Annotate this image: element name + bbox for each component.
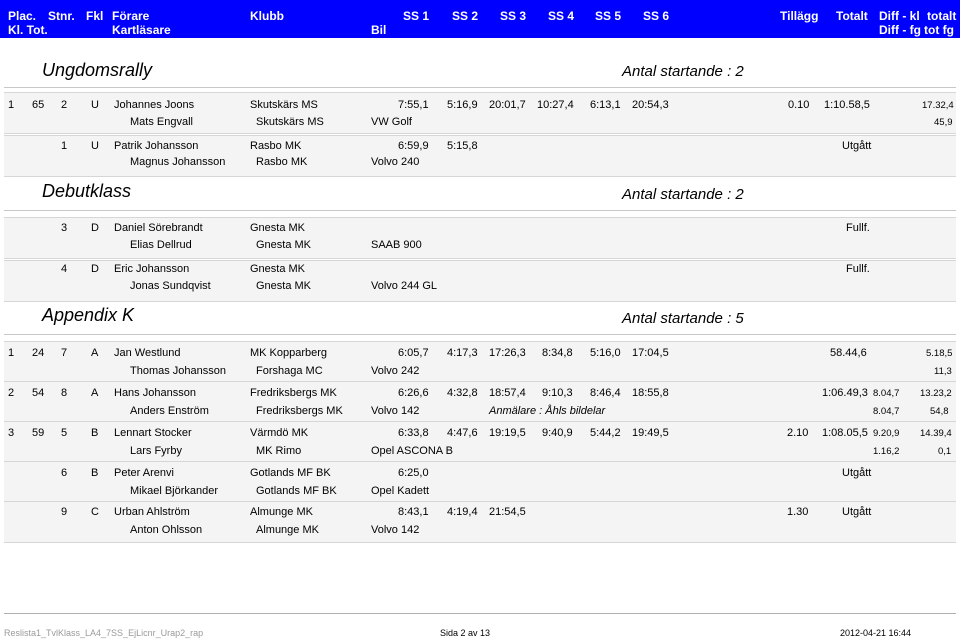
section-count-ungdom: Antal startande : 2 — [622, 63, 744, 80]
col-ss5: SS 5 — [595, 9, 622, 23]
entrant-note: Anmälare : Åhls bildelar — [489, 405, 606, 417]
ss2-cell: 5:15,8 — [447, 140, 478, 152]
car-cell: Volvo 240 — [371, 156, 420, 168]
section-title-ungdom: Ungdomsrally — [42, 60, 153, 80]
col-ss2: SS 2 — [452, 9, 479, 23]
col-totalt2: totalt — [927, 9, 957, 23]
fkl-cell: A — [91, 347, 99, 359]
car-cell: Volvo 242 — [371, 365, 420, 377]
car-cell: Volvo 142 — [371, 524, 420, 536]
kl-cell: 2 — [8, 387, 15, 399]
club-cell: Almunge MK — [250, 506, 313, 518]
section-title-appendix: Appendix K — [42, 305, 135, 325]
kl-cell: 1 — [8, 347, 15, 359]
car-cell: SAAB 900 — [371, 239, 422, 251]
club-cell: Gnesta MK — [250, 263, 306, 275]
driver-cell: Patrik Johansson — [114, 140, 199, 152]
col-ss3: SS 3 — [500, 9, 527, 23]
codriver-cell: Jonas Sundqvist — [130, 280, 211, 292]
stnr-cell: 8 — [61, 387, 68, 399]
plac-cell: 65 — [32, 99, 45, 111]
ss1-cell: 8:43,1 — [398, 506, 429, 518]
diff-kl-cell: 8.04,7 — [873, 388, 900, 399]
diff-fg-cell: 1.16,2 — [873, 446, 900, 457]
fkl-cell: D — [91, 263, 99, 275]
ss6-cell: 19:49,5 — [632, 427, 669, 439]
codriver-club-cell: MK Rimo — [256, 445, 302, 457]
totalt-cell: Utgått — [842, 467, 872, 479]
ss5-cell: 8:46,4 — [590, 387, 621, 399]
car-cell: Volvo 142 — [371, 405, 420, 417]
driver-cell: Daniel Sörebrandt — [114, 222, 203, 234]
section-divider — [4, 87, 956, 88]
ss3-cell: 21:54,5 — [489, 506, 526, 518]
codriver-cell: Elias Dellrud — [130, 239, 192, 251]
car-cell: Volvo 244 GL — [371, 280, 438, 292]
codriver-club-cell: Gnesta MK — [256, 239, 312, 251]
totalt-cell: Utgått — [842, 506, 872, 518]
plac-cell: 54 — [32, 387, 45, 399]
codriver-cell: Mats Engvall — [130, 116, 193, 128]
stnr-cell: 1 — [61, 140, 68, 152]
stnr-cell: 5 — [61, 427, 68, 439]
fkl-cell: U — [91, 99, 99, 111]
diff-totfg-cell: 54,8 — [930, 406, 949, 417]
fkl-cell: U — [91, 140, 99, 152]
diff-tot-cell: 13.23,2 — [920, 388, 952, 399]
col-stnr: Stnr. — [48, 9, 75, 23]
ss1-cell: 6:59,9 — [398, 140, 429, 152]
ss2-cell: 4:19,4 — [447, 506, 478, 518]
ss5-cell: 6:13,1 — [590, 99, 621, 111]
ss1-cell: 6:33,8 — [398, 427, 429, 439]
diff-totfg-cell: 11,3 — [934, 366, 952, 377]
col-kl-tot: Kl. Tot. — [8, 23, 48, 37]
ss3-cell: 18:57,4 — [489, 387, 526, 399]
codriver-club-cell: Gotlands MF BK — [256, 485, 337, 497]
totalt-cell: Fullf. — [846, 263, 870, 275]
ss5-cell: 5:16,0 — [590, 347, 621, 359]
col-diff-fg: Diff - fg — [879, 23, 921, 37]
codriver-club-cell: Skutskärs MS — [256, 116, 324, 128]
ss6-cell: 17:04,5 — [632, 347, 669, 359]
ss6-cell: 20:54,3 — [632, 99, 669, 111]
driver-cell: Hans Johansson — [114, 387, 196, 399]
col-tillagg: Tillägg — [780, 9, 819, 23]
ss3-cell: 19:19,5 — [489, 427, 526, 439]
section-title-debut: Debutklass — [42, 181, 132, 201]
fkl-cell: C — [91, 506, 99, 518]
plac-cell: 24 — [32, 347, 45, 359]
stnr-cell: 2 — [61, 99, 68, 111]
col-ss4: SS 4 — [548, 9, 575, 23]
club-cell: Fredriksbergs MK — [250, 387, 337, 399]
col-plac: Plac. — [8, 9, 37, 23]
stnr-cell: 4 — [61, 263, 68, 275]
club-cell: Gotlands MF BK — [250, 467, 331, 479]
totalt-cell: 1:06.49,3 — [822, 387, 868, 399]
fkl-cell: B — [91, 427, 99, 439]
driver-cell: Eric Johansson — [114, 263, 190, 275]
codriver-club-cell: Forshaga MC — [256, 365, 323, 377]
codriver-cell: Anton Ohlsson — [130, 524, 203, 536]
club-cell: Gnesta MK — [250, 222, 306, 234]
driver-cell: Urban Ahlström — [114, 506, 190, 518]
ss2-cell: 4:17,3 — [447, 347, 478, 359]
col-bil: Bil — [371, 23, 387, 37]
section-divider — [4, 210, 956, 211]
ss3-cell: 17:26,3 — [489, 347, 526, 359]
tillagg-cell: 2.10 — [787, 427, 809, 439]
club-cell: MK Kopparberg — [250, 347, 328, 359]
codriver-cell: Mikael Björkander — [130, 485, 219, 497]
club-cell: Rasbo MK — [250, 140, 302, 152]
stnr-cell: 6 — [61, 467, 68, 479]
ss1-cell: 6:26,6 — [398, 387, 429, 399]
kl-cell: 3 — [8, 427, 15, 439]
col-forare: Förare — [112, 9, 150, 23]
section-count-appendix: Antal startande : 5 — [622, 310, 744, 327]
diff-kl-cell: 9.20,9 — [873, 428, 900, 439]
col-diff-kl: Diff - kl — [879, 9, 920, 23]
kl-cell: 1 — [8, 99, 15, 111]
driver-cell: Lennart Stocker — [114, 427, 192, 439]
ss1-cell: 7:55,1 — [398, 99, 429, 111]
club-cell: Värmdö MK — [250, 427, 309, 439]
ss1-cell: 6:25,0 — [398, 467, 429, 479]
codriver-club-cell: Almunge MK — [256, 524, 319, 536]
totalt-cell: 1:10.58,5 — [824, 99, 870, 111]
section-divider — [4, 334, 956, 335]
codriver-club-cell: Fredriksbergs MK — [256, 405, 343, 417]
ss4-cell: 10:27,4 — [537, 99, 574, 111]
codriver-club-cell: Gnesta MK — [256, 280, 312, 292]
diff-tot-cell: 17.32,4 — [922, 100, 954, 111]
col-ss1: SS 1 — [403, 9, 430, 23]
diff-tot-cell: 5.18,5 — [926, 348, 953, 359]
codriver-cell: Anders Enström — [130, 405, 209, 417]
section-count-debut: Antal startande : 2 — [622, 186, 744, 203]
ss2-cell: 4:47,6 — [447, 427, 478, 439]
col-ss6: SS 6 — [643, 9, 670, 23]
ss2-cell: 4:32,8 — [447, 387, 478, 399]
stnr-cell: 7 — [61, 347, 68, 359]
car-cell: Opel ASCONA B — [371, 445, 453, 457]
tillagg-cell: 0.10 — [788, 99, 810, 111]
col-fkl: Fkl — [86, 9, 104, 23]
ss3-cell: 20:01,7 — [489, 99, 526, 111]
diff-tot-cell: 14.39,4 — [920, 428, 952, 439]
stnr-cell: 3 — [61, 222, 68, 234]
club-cell: Skutskärs MS — [250, 99, 318, 111]
codriver-club-cell: Rasbo MK — [256, 156, 308, 168]
fkl-cell: B — [91, 467, 99, 479]
codriver-cell: Thomas Johansson — [130, 365, 226, 377]
fkl-cell: D — [91, 222, 99, 234]
tillagg-cell: 1.30 — [787, 506, 809, 518]
results-header — [0, 0, 960, 38]
diff-totfg-cell: 0,1 — [938, 446, 952, 457]
col-kartlasare: Kartläsare — [112, 23, 171, 37]
ss4-cell: 9:40,9 — [542, 427, 573, 439]
ss2-cell: 5:16,9 — [447, 99, 478, 111]
ss1-cell: 6:05,7 — [398, 347, 429, 359]
ss4-cell: 9:10,3 — [542, 387, 573, 399]
ss4-cell: 8:34,8 — [542, 347, 573, 359]
col-totalt: Totalt — [836, 9, 868, 23]
col-klubb: Klubb — [250, 9, 284, 23]
col-tot-fg: tot fg — [924, 23, 954, 37]
ss5-cell: 5:44,2 — [590, 427, 621, 439]
codriver-cell: Magnus Johansson — [130, 156, 226, 168]
car-cell: Opel Kadett — [371, 485, 430, 497]
footer-report-file: Reslista1_TvlKlass_LA4_7SS_EjLicnr_Urap2_rap — [4, 628, 204, 638]
totalt-cell: 1:08.05,5 — [822, 427, 868, 439]
totalt-cell: Fullf. — [846, 222, 870, 234]
totalt-cell: Utgått — [842, 140, 872, 152]
footer-divider — [4, 613, 956, 614]
plac-cell: 59 — [32, 427, 45, 439]
codriver-cell: Lars Fyrby — [130, 445, 182, 457]
ss6-cell: 18:55,8 — [632, 387, 669, 399]
fkl-cell: A — [91, 387, 99, 399]
car-cell: VW Golf — [371, 116, 412, 128]
driver-cell: Peter Arenvi — [114, 467, 174, 479]
driver-cell: Jan Westlund — [114, 347, 181, 359]
driver-cell: Johannes Joons — [114, 99, 195, 111]
diff-totfg-cell: 45,9 — [934, 117, 953, 128]
totalt-cell: 58.44,6 — [830, 347, 867, 359]
footer-page-number: Sida 2 av 13 — [440, 628, 491, 638]
stnr-cell: 9 — [61, 506, 68, 518]
footer-timestamp: 2012-04-21 16:44 — [840, 628, 912, 638]
diff-fg-cell: 8.04,7 — [873, 406, 900, 417]
